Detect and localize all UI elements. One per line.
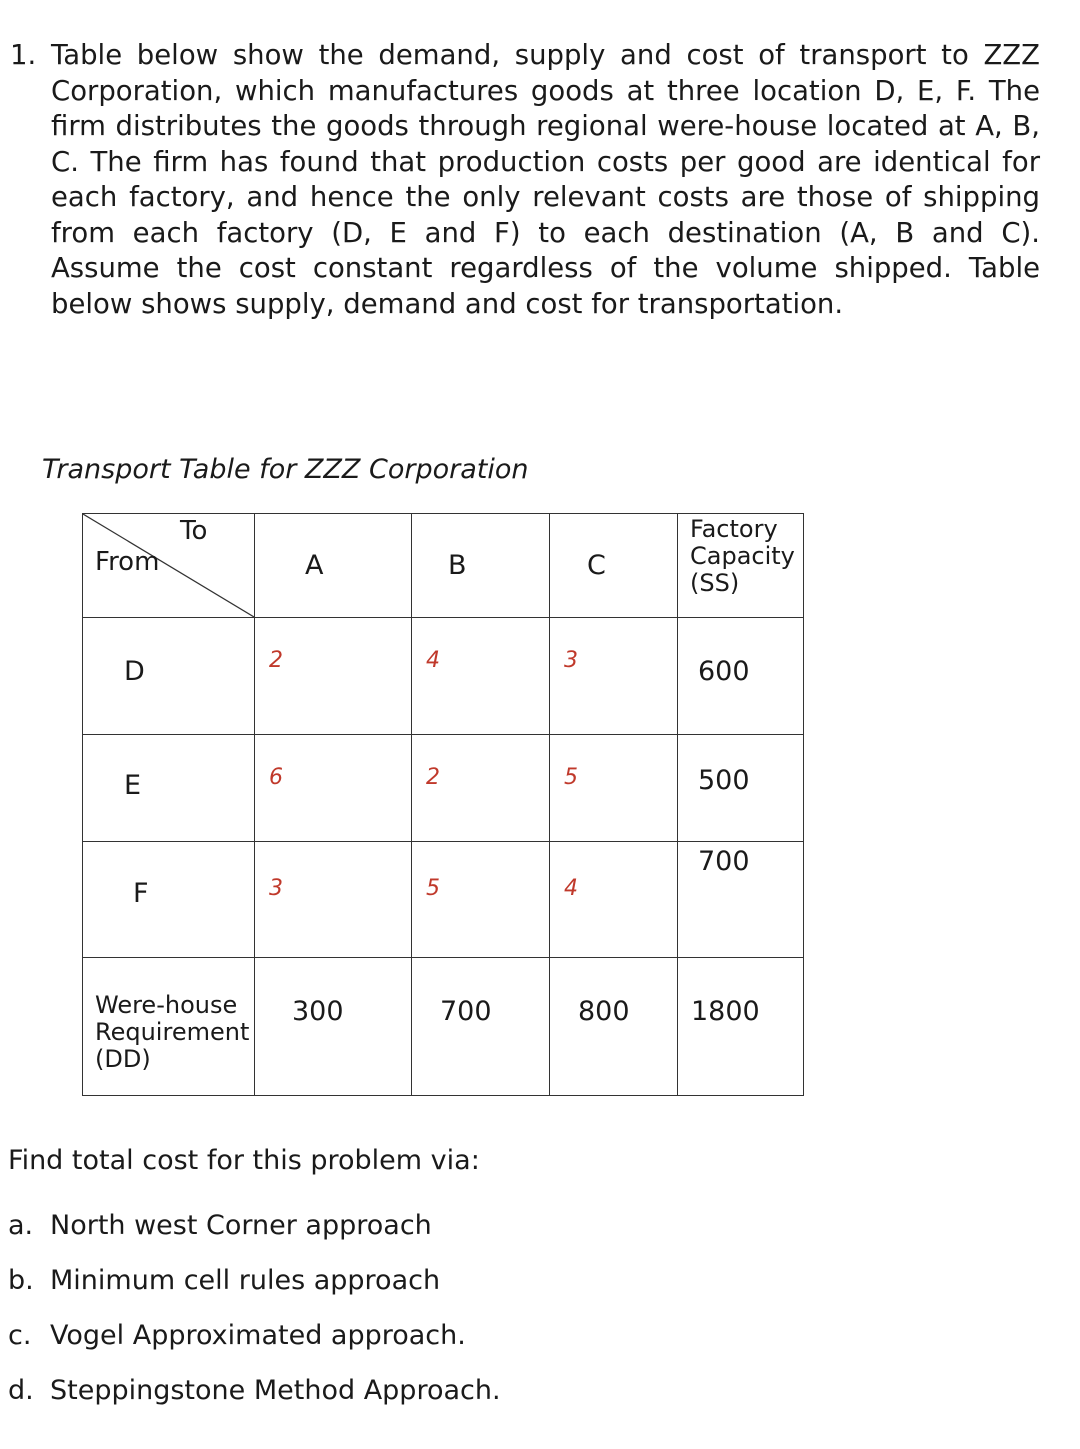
list-item	[8, 1373, 501, 1428]
demand-value: 800	[578, 996, 630, 1027]
cost-value: 5	[564, 765, 578, 790]
demand-value: 700	[440, 996, 492, 1027]
cost-value: 4	[564, 876, 578, 901]
option-text: Vogel Approximated approach.	[50, 1320, 466, 1351]
corner-cell	[83, 514, 255, 618]
cost-cell	[550, 735, 678, 842]
problem-statement	[10, 38, 1040, 322]
cost-cell	[255, 618, 412, 735]
supply-cell	[678, 735, 804, 842]
demand-cell	[412, 958, 550, 1096]
supply-value: 500	[698, 765, 750, 796]
row-label-cell	[83, 618, 255, 735]
supply-value: 600	[698, 656, 750, 687]
cost-cell	[412, 735, 550, 842]
cost-cell	[255, 735, 412, 842]
total-value: 1800	[691, 996, 760, 1027]
transport-table	[82, 513, 804, 1096]
option-mark: a.	[8, 1210, 34, 1241]
column-header-label: A	[305, 550, 324, 581]
capacity-header	[678, 514, 804, 618]
table-row-d	[83, 618, 804, 735]
table-row-f	[83, 842, 804, 958]
capacity-header-label: Factory Capacity (SS)	[690, 515, 795, 597]
row-label: D	[124, 656, 145, 687]
options-list	[8, 1208, 501, 1428]
problem-text: Table below show the demand, supply and cost of transport to ZZZ Corporation, which manufactures goods at three location D, E, F. The firm distributes the goods through regional were-house located at A, B, C. The firm has found that production costs per good are identical for each factory, and hence the only relevant costs are those of shipping from each factory (D, E and F) to each destination (A, B and C). Assume the cost constant regardless of the volume shipped. Table below shows supply, demand and cost for transportation.	[51, 39, 1040, 320]
row-label-cell	[83, 842, 255, 958]
corner-to-label: To	[180, 516, 208, 546]
cost-cell	[550, 618, 678, 735]
list-item	[8, 1318, 501, 1373]
table-header-row	[83, 514, 804, 618]
table-row-e	[83, 735, 804, 842]
cost-value: 4	[426, 648, 440, 673]
cost-cell	[412, 618, 550, 735]
cost-value: 2	[269, 648, 283, 673]
cost-value: 3	[564, 648, 578, 673]
question-text: Find total cost for this problem via:	[8, 1145, 480, 1176]
demand-label: Were-house Requirement (DD)	[95, 991, 250, 1073]
demand-cell	[255, 958, 412, 1096]
cost-cell	[255, 842, 412, 958]
demand-cell	[550, 958, 678, 1096]
cost-cell	[412, 842, 550, 958]
total-cell	[678, 958, 804, 1096]
list-item	[8, 1263, 501, 1318]
cost-cell	[550, 842, 678, 958]
column-header-b	[412, 514, 550, 618]
option-text: Minimum cell rules approach	[50, 1265, 441, 1296]
row-label-cell	[83, 735, 255, 842]
column-header-label: C	[587, 550, 606, 581]
option-text: Steppingstone Method Approach.	[50, 1375, 501, 1406]
column-header-c	[550, 514, 678, 618]
cost-value: 3	[269, 876, 283, 901]
cost-value: 2	[426, 765, 440, 790]
option-mark: b.	[8, 1265, 34, 1296]
table-caption: Transport Table for ZZZ Corporation	[42, 454, 529, 485]
supply-cell	[678, 618, 804, 735]
supply-cell	[678, 842, 804, 958]
option-mark: c.	[8, 1320, 32, 1351]
option-text: North west Corner approach	[50, 1210, 432, 1241]
column-header-a	[255, 514, 412, 618]
option-mark: d.	[8, 1375, 34, 1406]
problem-number: 1.	[10, 39, 37, 71]
demand-label-cell	[83, 958, 255, 1096]
cost-value: 5	[426, 876, 440, 901]
table-demand-row	[83, 958, 804, 1096]
row-label: F	[133, 878, 149, 909]
column-header-label: B	[448, 550, 467, 581]
demand-value: 300	[292, 996, 344, 1027]
supply-value: 700	[698, 846, 750, 877]
list-item	[8, 1208, 501, 1263]
row-label: E	[124, 770, 142, 801]
corner-from-label: From	[95, 547, 160, 577]
cost-value: 6	[269, 765, 283, 790]
